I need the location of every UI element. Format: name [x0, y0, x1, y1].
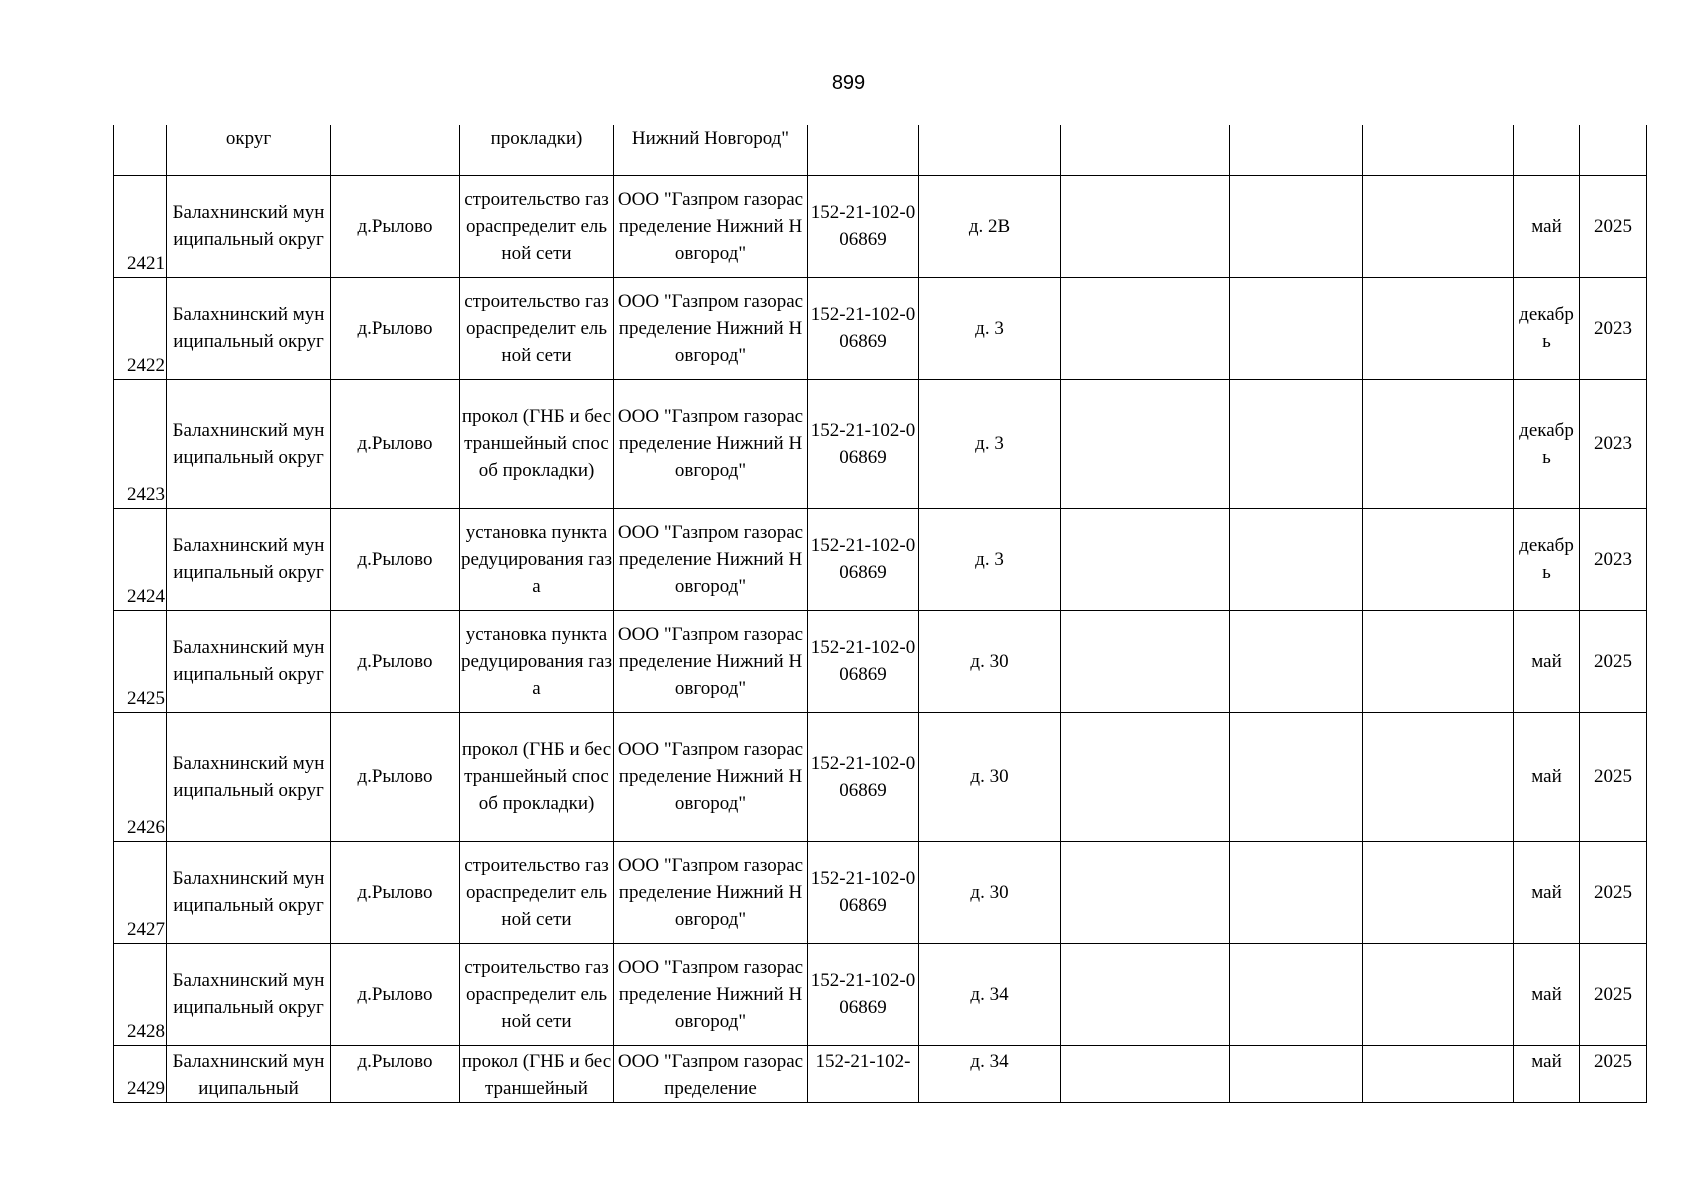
- year-cell: 2025: [1580, 610, 1647, 712]
- organization-cell: Нижний Новгород": [614, 125, 808, 175]
- work-type-cell: строительство газораспределит ельной сети: [460, 841, 614, 943]
- empty-cell: [1061, 125, 1230, 175]
- code-cell: 152-21-102-006869: [808, 943, 919, 1045]
- row-number: [114, 125, 167, 175]
- table-row-continuation: [114, 125, 1647, 175]
- work-type-cell: установка пункта редуцирования газа: [460, 508, 614, 610]
- month-cell: май: [1514, 943, 1580, 1045]
- locality-cell: д.Рылово: [331, 508, 460, 610]
- address-cell: д. 34: [919, 1045, 1061, 1102]
- empty-cell: [1363, 841, 1514, 943]
- empty-cell: [1363, 712, 1514, 841]
- locality-cell: [331, 125, 460, 175]
- code-cell: 152-21-102-006869: [808, 379, 919, 508]
- district-cell: Балахнинский муниципальный округ: [167, 841, 331, 943]
- month-cell: май: [1514, 712, 1580, 841]
- year-cell: 2023: [1580, 508, 1647, 610]
- address-cell: д. 3: [919, 379, 1061, 508]
- district-cell: Балахнинский муниципальный округ: [167, 712, 331, 841]
- empty-cell: [1061, 1045, 1230, 1102]
- row-number: 2425: [114, 610, 167, 712]
- empty-cell: [1230, 841, 1363, 943]
- code-cell: 152-21-102-006869: [808, 175, 919, 277]
- table-row: [114, 175, 1647, 277]
- empty-cell: [1230, 712, 1363, 841]
- work-type-cell: строительство газораспределит ельной сети: [460, 277, 614, 379]
- organization-cell: ООО "Газпром газораспределение Нижний Новгород": [614, 277, 808, 379]
- year-cell: [1580, 125, 1647, 175]
- year-cell: 2025: [1580, 175, 1647, 277]
- year-cell: 2023: [1580, 379, 1647, 508]
- empty-cell: [1061, 379, 1230, 508]
- empty-cell: [1363, 1045, 1514, 1102]
- district-cell: Балахнинский муниципальный округ: [167, 943, 331, 1045]
- empty-cell: [1363, 125, 1514, 175]
- work-type-cell: строительство газораспределит ельной сети: [460, 943, 614, 1045]
- table-row: [114, 508, 1647, 610]
- organization-cell: ООО "Газпром газораспределение: [614, 1045, 808, 1102]
- row-number: 2422: [114, 277, 167, 379]
- empty-cell: [1061, 508, 1230, 610]
- district-cell: округ: [167, 125, 331, 175]
- organization-cell: ООО "Газпром газораспределение Нижний Новгород": [614, 841, 808, 943]
- year-cell: 2025: [1580, 712, 1647, 841]
- address-cell: д. 3: [919, 508, 1061, 610]
- month-cell: [1514, 125, 1580, 175]
- month-cell: декабрь: [1514, 277, 1580, 379]
- row-number: 2429: [114, 1045, 167, 1102]
- code-cell: 152-21-102-006869: [808, 277, 919, 379]
- address-cell: [919, 125, 1061, 175]
- work-type-cell: прокладки): [460, 125, 614, 175]
- year-cell: 2023: [1580, 277, 1647, 379]
- empty-cell: [1230, 1045, 1363, 1102]
- empty-cell: [1230, 125, 1363, 175]
- month-cell: май: [1514, 841, 1580, 943]
- month-cell: май: [1514, 1045, 1580, 1102]
- year-cell: 2025: [1580, 943, 1647, 1045]
- locality-cell: д.Рылово: [331, 841, 460, 943]
- work-type-cell: прокол (ГНБ и бестраншейный способ прокладки): [460, 379, 614, 508]
- empty-cell: [1363, 379, 1514, 508]
- table-row: [114, 841, 1647, 943]
- code-cell: 152-21-102-006869: [808, 508, 919, 610]
- district-cell: Балахнинский муниципальный округ: [167, 175, 331, 277]
- work-type-cell: установка пункта редуцирования газа: [460, 610, 614, 712]
- empty-cell: [1230, 508, 1363, 610]
- row-number: 2427: [114, 841, 167, 943]
- page-number: 899: [831, 72, 866, 94]
- district-cell: Балахнинский муниципальный округ: [167, 610, 331, 712]
- year-cell: 2025: [1580, 1045, 1647, 1102]
- empty-cell: [1230, 277, 1363, 379]
- locality-cell: д.Рылово: [331, 943, 460, 1045]
- address-cell: д. 34: [919, 943, 1061, 1045]
- month-cell: декабрь: [1514, 508, 1580, 610]
- empty-cell: [1363, 508, 1514, 610]
- empty-cell: [1061, 175, 1230, 277]
- empty-cell: [1363, 943, 1514, 1045]
- empty-cell: [1230, 175, 1363, 277]
- district-cell: Балахнинский муниципальный: [167, 1045, 331, 1102]
- organization-cell: ООО "Газпром газораспределение Нижний Новгород": [614, 610, 808, 712]
- organization-cell: ООО "Газпром газораспределение Нижний Новгород": [614, 379, 808, 508]
- row-number: 2424: [114, 508, 167, 610]
- locality-cell: д.Рылово: [331, 379, 460, 508]
- empty-cell: [1230, 610, 1363, 712]
- empty-cell: [1061, 277, 1230, 379]
- empty-cell: [1230, 943, 1363, 1045]
- row-number: 2423: [114, 379, 167, 508]
- address-cell: д. 30: [919, 610, 1061, 712]
- work-type-cell: прокол (ГНБ и бестраншейный способ прокладки): [460, 712, 614, 841]
- code-cell: [808, 125, 919, 175]
- table-row: [114, 943, 1647, 1045]
- address-cell: д. 2В: [919, 175, 1061, 277]
- year-cell: 2025: [1580, 841, 1647, 943]
- empty-cell: [1061, 943, 1230, 1045]
- empty-cell: [1230, 379, 1363, 508]
- table-row: [114, 277, 1647, 379]
- empty-cell: [1363, 175, 1514, 277]
- address-cell: д. 30: [919, 712, 1061, 841]
- district-cell: Балахнинский муниципальный округ: [167, 379, 331, 508]
- organization-cell: ООО "Газпром газораспределение Нижний Новгород": [614, 508, 808, 610]
- work-type-cell: прокол (ГНБ и бестраншейный: [460, 1045, 614, 1102]
- organization-cell: ООО "Газпром газораспределение Нижний Новгород": [614, 712, 808, 841]
- organization-cell: ООО "Газпром газораспределение Нижний Новгород": [614, 175, 808, 277]
- work-type-cell: строительство газораспределит ельной сети: [460, 175, 614, 277]
- code-cell: 152-21-102-006869: [808, 712, 919, 841]
- address-cell: д. 30: [919, 841, 1061, 943]
- locality-cell: д.Рылово: [331, 175, 460, 277]
- locality-cell: д.Рылово: [331, 1045, 460, 1102]
- organization-cell: ООО "Газпром газораспределение Нижний Новгород": [614, 943, 808, 1045]
- code-cell: 152-21-102-006869: [808, 841, 919, 943]
- locality-cell: д.Рылово: [331, 277, 460, 379]
- locality-cell: д.Рылово: [331, 712, 460, 841]
- table-row: [114, 610, 1647, 712]
- district-cell: Балахнинский муниципальный округ: [167, 277, 331, 379]
- empty-cell: [1061, 610, 1230, 712]
- row-number: 2426: [114, 712, 167, 841]
- empty-cell: [1363, 610, 1514, 712]
- code-cell: 152-21-102-: [808, 1045, 919, 1102]
- month-cell: май: [1514, 175, 1580, 277]
- register-table: [113, 125, 1647, 1103]
- code-cell: 152-21-102-006869: [808, 610, 919, 712]
- month-cell: декабрь: [1514, 379, 1580, 508]
- row-number: 2428: [114, 943, 167, 1045]
- table-row: [114, 1045, 1647, 1102]
- row-number: 2421: [114, 175, 167, 277]
- empty-cell: [1363, 277, 1514, 379]
- table-row: [114, 379, 1647, 508]
- locality-cell: д.Рылово: [331, 610, 460, 712]
- table-row: [114, 712, 1647, 841]
- month-cell: май: [1514, 610, 1580, 712]
- address-cell: д. 3: [919, 277, 1061, 379]
- empty-cell: [1061, 841, 1230, 943]
- empty-cell: [1061, 712, 1230, 841]
- district-cell: Балахнинский муниципальный округ: [167, 508, 331, 610]
